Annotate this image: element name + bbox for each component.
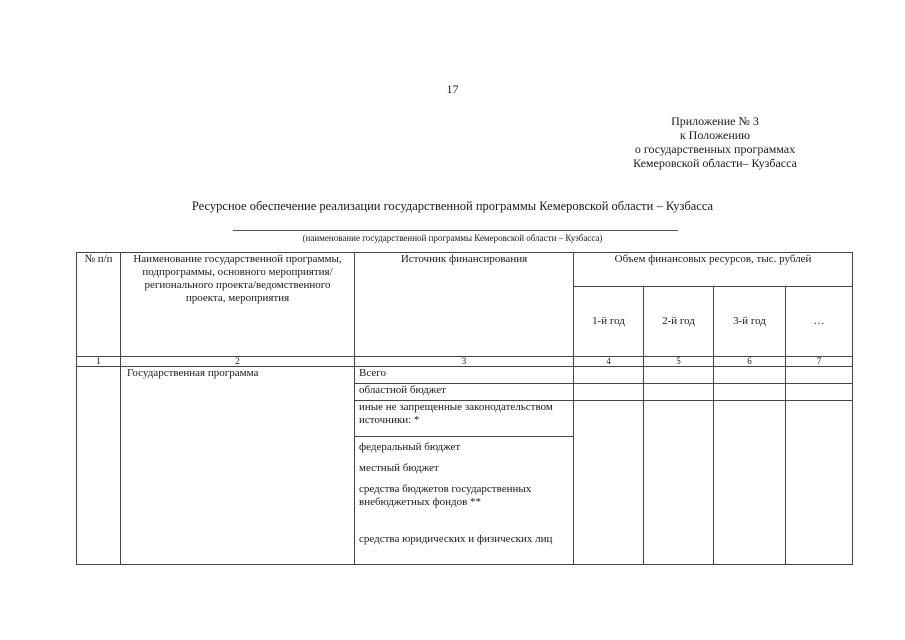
column-number: 5 xyxy=(644,357,714,367)
value-cell xyxy=(714,367,786,384)
header-year-more: … xyxy=(786,287,853,357)
value-cell xyxy=(644,384,714,401)
source-cell: местный бюджет xyxy=(355,458,574,479)
column-number: 3 xyxy=(355,357,574,367)
value-cell xyxy=(574,384,644,401)
header-row xyxy=(77,253,853,287)
appendix-line-2: к Положению xyxy=(679,128,751,142)
row-number-cell xyxy=(77,367,121,565)
appendix-line-4: Кемеровской области– Кузбасса xyxy=(633,156,797,170)
column-number: 2 xyxy=(121,357,355,367)
column-number: 6 xyxy=(714,357,786,367)
value-cell xyxy=(786,384,853,401)
header-source: Источник финансирования xyxy=(355,253,574,357)
program-name-cell: Государственная программа xyxy=(121,367,355,565)
source-cell: Всего xyxy=(355,367,574,384)
appendix-line-3: о государственных программах xyxy=(634,142,796,156)
page-number: 17 xyxy=(446,82,459,96)
column-number-row xyxy=(77,357,853,367)
column-number: 4 xyxy=(574,357,644,367)
resources-table xyxy=(76,252,853,565)
appendix-block xyxy=(600,114,830,170)
document-title: Ресурсное обеспечение реализации государственной программы Кемеровской области – Кузбасса xyxy=(191,199,714,213)
header-year-2: 2-й год xyxy=(644,287,714,357)
value-cell xyxy=(574,367,644,384)
appendix-line-1: Приложение № 3 xyxy=(671,114,759,128)
value-cell xyxy=(644,367,714,384)
title-caption: (наименование государственной программы Кемеровской области – Кузбасса) xyxy=(302,233,603,243)
source-cell: средства бюджетов государственных внебюджетных фондов ** xyxy=(355,479,574,529)
table-row xyxy=(77,367,853,384)
header-name: Наименование государственной программы, подпрограммы, основного мероприятия/регионального проекта/ведомственного проекта, мероприятия xyxy=(121,253,355,357)
source-cell: федеральный бюджет xyxy=(355,437,574,458)
value-cell xyxy=(574,401,644,565)
value-cell xyxy=(786,401,853,565)
value-cell xyxy=(644,401,714,565)
caption-underline xyxy=(233,230,678,231)
header-volume: Объем финансовых ресурсов, тыс. рублей xyxy=(574,253,853,287)
value-cell xyxy=(714,384,786,401)
source-cell: областной бюджет xyxy=(355,384,574,401)
header-year-1: 1-й год xyxy=(574,287,644,357)
value-cell xyxy=(714,401,786,565)
header-num: № п/п xyxy=(77,253,121,357)
source-cell: средства юридических и физических лиц xyxy=(355,529,574,565)
column-number: 7 xyxy=(786,357,853,367)
header-year-3: 3-й год xyxy=(714,287,786,357)
value-cell xyxy=(786,367,853,384)
source-cell: иные не запрещенные законодательством источники: * xyxy=(355,401,574,437)
column-number: 1 xyxy=(77,357,121,367)
